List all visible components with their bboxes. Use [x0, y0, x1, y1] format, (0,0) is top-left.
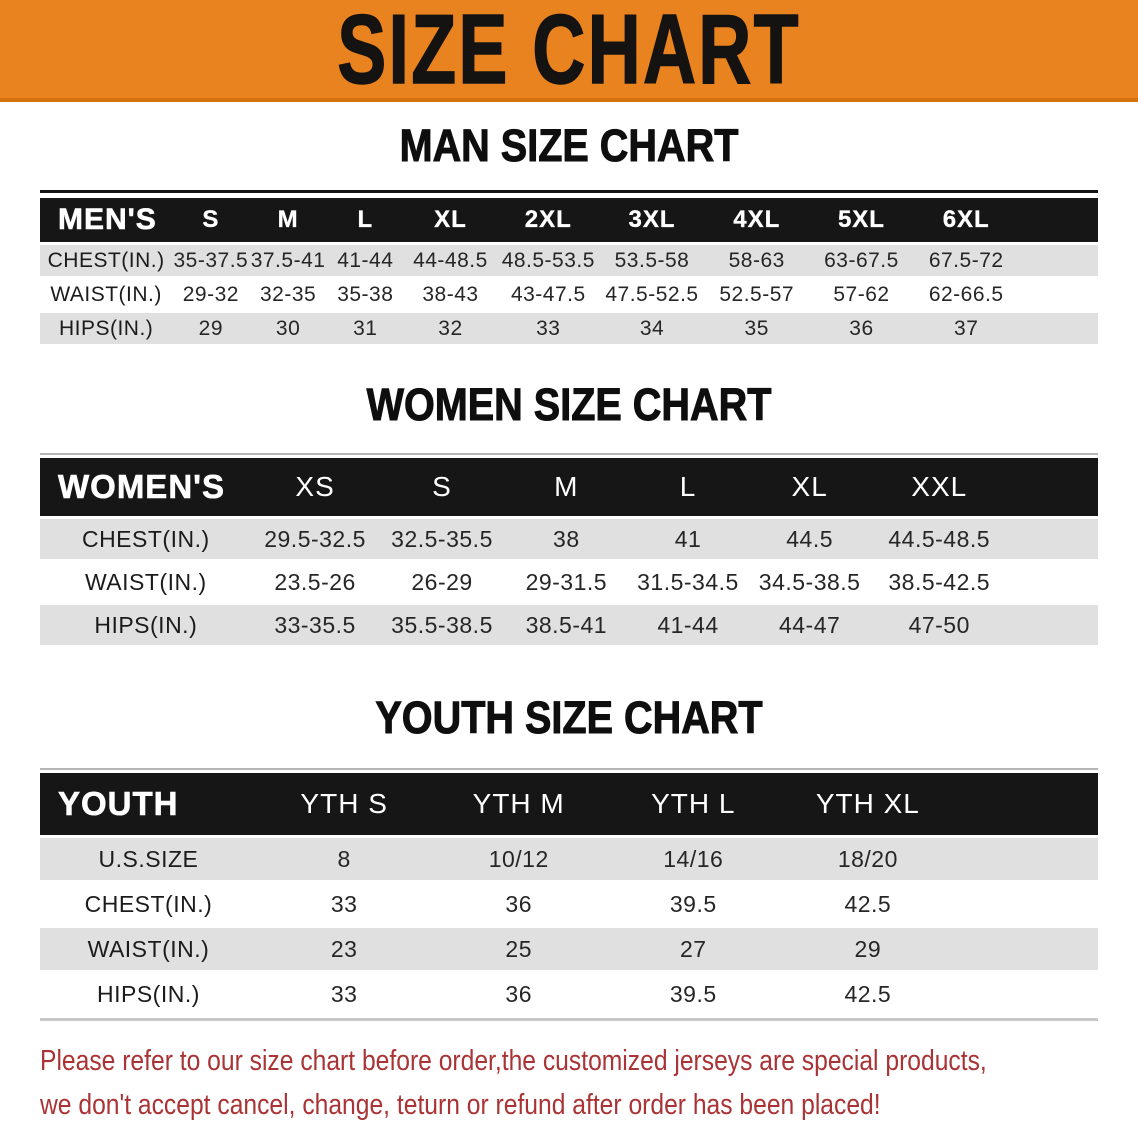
value-cell: 38 [506, 519, 628, 559]
value-cell: 39.5 [606, 883, 781, 925]
value-cell: 47-50 [870, 605, 1008, 645]
value-cell: 31 [327, 313, 404, 344]
value-cell: 10/12 [431, 838, 606, 880]
men-size-table [40, 195, 1098, 347]
row-filler [1008, 519, 1098, 559]
table-row [40, 973, 1098, 1015]
value-cell: 8 [257, 838, 432, 880]
header-filler [1019, 198, 1098, 242]
value-cell: 37 [914, 313, 1019, 344]
value-cell: 41 [627, 519, 749, 559]
header-filler [955, 773, 1098, 835]
value-cell: 38-43 [404, 279, 497, 310]
size-header: M [506, 458, 628, 516]
value-cell: 41-44 [327, 245, 404, 276]
header-filler [1008, 458, 1098, 516]
value-cell: 42.5 [781, 883, 956, 925]
value-cell: 23.5-26 [252, 562, 379, 602]
value-cell: 52.5-57 [704, 279, 809, 310]
row-label: CHEST(IN.) [40, 883, 257, 925]
value-cell: 44-47 [749, 605, 871, 645]
table-row [40, 883, 1098, 925]
value-cell: 48.5-53.5 [497, 245, 600, 276]
value-cell: 31.5-34.5 [627, 562, 749, 602]
value-cell: 53.5-58 [600, 245, 705, 276]
size-header: XXL [870, 458, 1008, 516]
value-cell: 36 [431, 883, 606, 925]
table-row [40, 605, 1098, 645]
value-cell: 33 [257, 883, 432, 925]
women-heading: WOMEN SIZE CHART [366, 379, 772, 430]
women-section [0, 381, 1138, 648]
value-cell: 38.5-42.5 [870, 562, 1008, 602]
women-size-table [40, 455, 1098, 648]
row-filler [955, 838, 1098, 880]
value-cell: 29 [781, 928, 956, 970]
size-header: 6XL [914, 198, 1019, 242]
row-filler [955, 928, 1098, 970]
men-heading: MAN SIZE CHART [399, 120, 739, 171]
value-cell: 57-62 [809, 279, 914, 310]
value-cell: 47.5-52.5 [600, 279, 705, 310]
value-cell: 44.5 [749, 519, 871, 559]
value-cell: 63-67.5 [809, 245, 914, 276]
value-cell: 33-35.5 [252, 605, 379, 645]
row-label: U.S.SIZE [40, 838, 257, 880]
size-header: 2XL [497, 198, 600, 242]
size-header: YTH S [257, 773, 432, 835]
value-cell: 35-37.5 [172, 245, 249, 276]
size-header: S [379, 458, 506, 516]
size-header: YTH XL [781, 773, 956, 835]
size-header: 3XL [600, 198, 705, 242]
value-cell: 35 [704, 313, 809, 344]
youth-size-table [40, 770, 1098, 1018]
youth-header-row [40, 773, 1098, 835]
value-cell: 36 [431, 973, 606, 1015]
row-label: CHEST(IN.) [40, 519, 252, 559]
table-row [40, 519, 1098, 559]
value-cell: 18/20 [781, 838, 956, 880]
value-cell: 44-48.5 [404, 245, 497, 276]
value-cell: 30 [249, 313, 326, 344]
table-row [40, 928, 1098, 970]
size-header: L [627, 458, 749, 516]
value-cell: 67.5-72 [914, 245, 1019, 276]
disclaimer-line-2: we don't accept cancel, change, teturn or refund after order has been placed! [40, 1089, 881, 1121]
table-row [40, 279, 1098, 310]
row-filler [1008, 562, 1098, 602]
value-cell: 42.5 [781, 973, 956, 1015]
value-cell: 44.5-48.5 [870, 519, 1008, 559]
row-filler [955, 883, 1098, 925]
row-label: HIPS(IN.) [40, 313, 172, 344]
men-group-label: MEN'S [40, 198, 172, 242]
men-table-wrap [40, 190, 1098, 347]
row-label: HIPS(IN.) [40, 973, 257, 1015]
youth-table-wrap [40, 768, 1098, 1021]
value-cell: 32.5-35.5 [379, 519, 506, 559]
banner [0, 0, 1138, 102]
size-header: XS [252, 458, 379, 516]
women-header-row [40, 458, 1098, 516]
youth-section [0, 694, 1138, 1021]
size-header: M [249, 198, 326, 242]
value-cell: 29 [172, 313, 249, 344]
value-cell: 35-38 [327, 279, 404, 310]
value-cell: 29-32 [172, 279, 249, 310]
value-cell: 25 [431, 928, 606, 970]
value-cell: 29.5-32.5 [252, 519, 379, 559]
row-label: HIPS(IN.) [40, 605, 252, 645]
size-header: L [327, 198, 404, 242]
value-cell: 34.5-38.5 [749, 562, 871, 602]
disclaimer [40, 1039, 1138, 1127]
value-cell: 58-63 [704, 245, 809, 276]
size-header: XL [404, 198, 497, 242]
value-cell: 39.5 [606, 973, 781, 1015]
table-row [40, 838, 1098, 880]
row-label: CHEST(IN.) [40, 245, 172, 276]
value-cell: 32 [404, 313, 497, 344]
value-cell: 37.5-41 [249, 245, 326, 276]
value-cell: 27 [606, 928, 781, 970]
value-cell: 23 [257, 928, 432, 970]
row-filler [955, 973, 1098, 1015]
value-cell: 36 [809, 313, 914, 344]
table-row [40, 562, 1098, 602]
value-cell: 33 [497, 313, 600, 344]
size-header: S [172, 198, 249, 242]
row-filler [1019, 313, 1098, 344]
women-table-wrap [40, 453, 1098, 648]
value-cell: 33 [257, 973, 432, 1015]
size-header: 5XL [809, 198, 914, 242]
table-row [40, 313, 1098, 344]
value-cell: 29-31.5 [506, 562, 628, 602]
size-header: XL [749, 458, 871, 516]
value-cell: 32-35 [249, 279, 326, 310]
value-cell: 62-66.5 [914, 279, 1019, 310]
men-section [0, 122, 1138, 347]
row-label: WAIST(IN.) [40, 928, 257, 970]
women-group-label: WOMEN'S [40, 458, 252, 516]
value-cell: 43-47.5 [497, 279, 600, 310]
size-header: YTH M [431, 773, 606, 835]
value-cell: 26-29 [379, 562, 506, 602]
row-label: WAIST(IN.) [40, 279, 172, 310]
disclaimer-line-1: Please refer to our size chart before order,the customized jerseys are special products, [40, 1045, 987, 1077]
table-row [40, 245, 1098, 276]
row-filler [1019, 279, 1098, 310]
size-header: YTH L [606, 773, 781, 835]
youth-group-label: YOUTH [40, 773, 257, 835]
value-cell: 34 [600, 313, 705, 344]
value-cell: 41-44 [627, 605, 749, 645]
value-cell: 14/16 [606, 838, 781, 880]
men-header-row [40, 198, 1098, 242]
value-cell: 35.5-38.5 [379, 605, 506, 645]
row-filler [1008, 605, 1098, 645]
size-header: 4XL [704, 198, 809, 242]
row-label: WAIST(IN.) [40, 562, 252, 602]
banner-title: SIZE CHART [337, 0, 801, 104]
youth-heading: YOUTH SIZE CHART [375, 692, 763, 743]
value-cell: 38.5-41 [506, 605, 628, 645]
row-filler [1019, 245, 1098, 276]
